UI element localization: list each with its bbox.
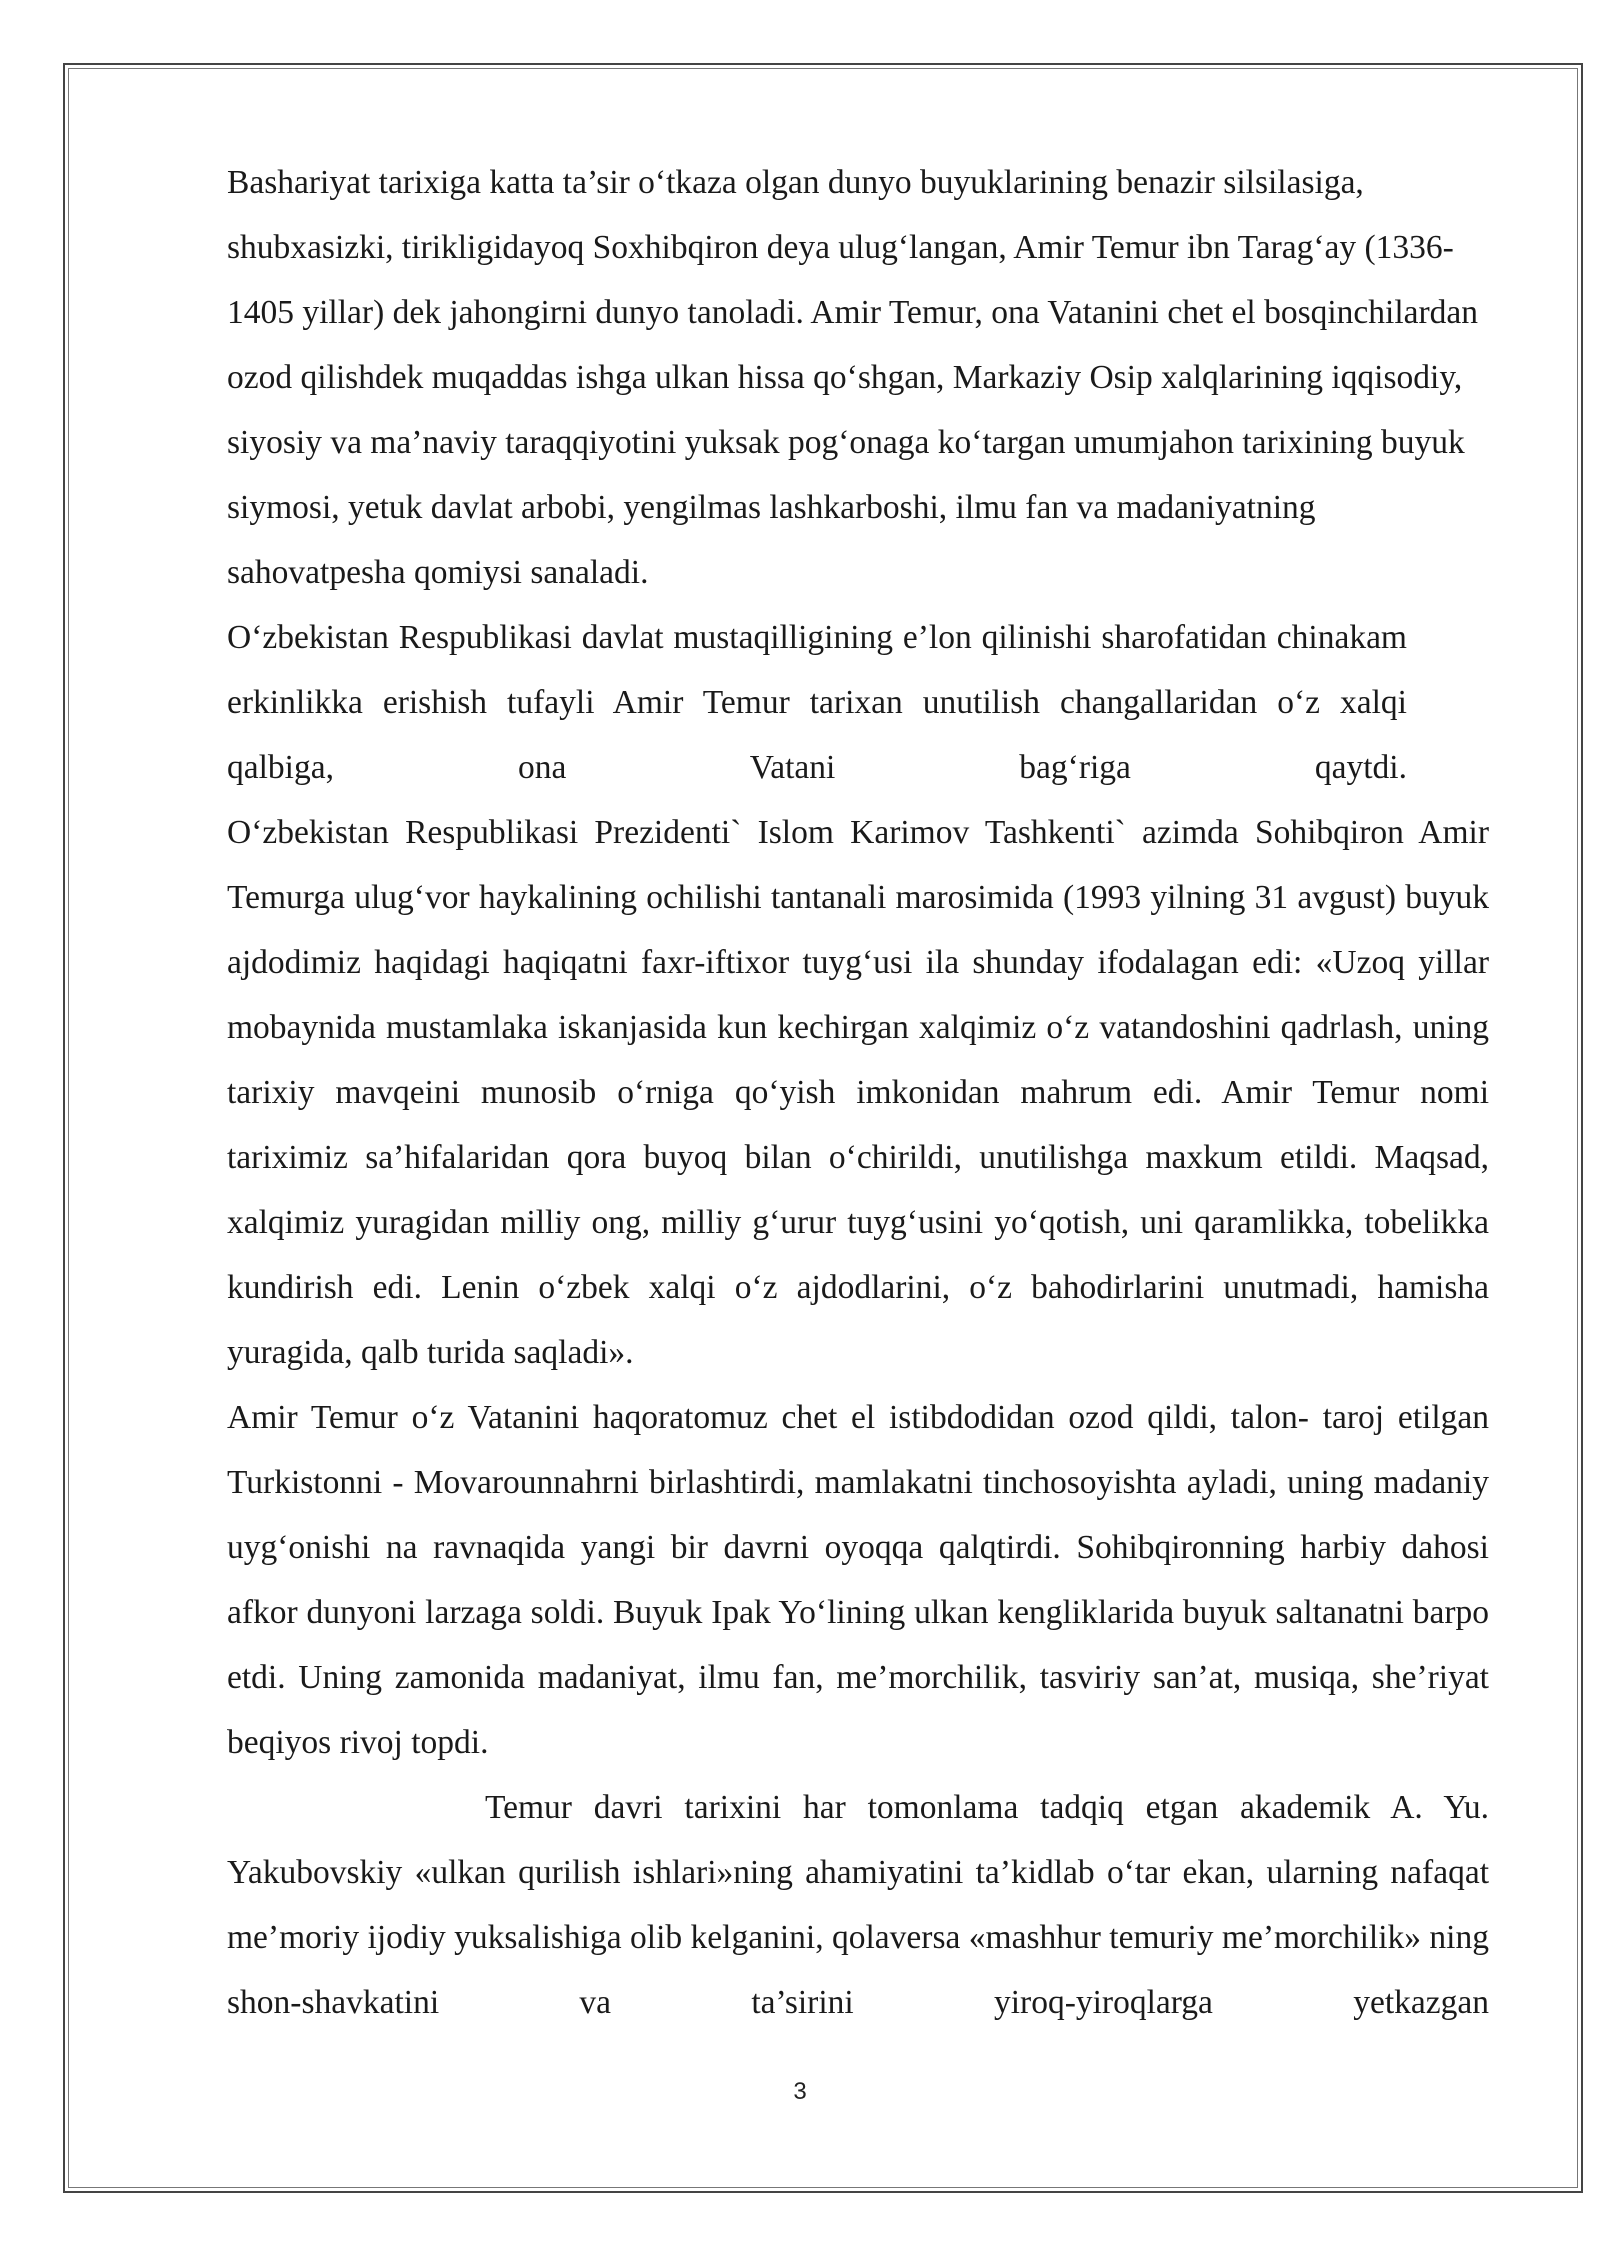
paragraph-4: Amir Temur o‘z Vatanini haqoratomuz chet el istibdodidan ozod qildi, talon- taroj etilgan Turkistonni - Movarounnahrni birlashtirdi, mamlakatni tinchosoyishta ayladi, uning madaniy uyg‘onishi na ravnaqida yangi bir davrni oyoqqa qalqtirdi. Sohibqironning harbiy dahosi afkor dunyoni larzaga soldi. Buyuk Ipak Yo‘lining ulkan kengliklarida buyuk saltanatni barpo etdi. Uning zamonida madaniyat, ilmu fan, me’morchilik, tasviriy san’at, musiqa, she’riyat beqiyos rivoj topdi. [227,1399,1489,1761]
document-body [227,150,1487,2035]
paragraph-1: Bashariyat tarixiga katta ta’sir o‘tkaza olgan dunyo buyuklarining benazir silsilasiga, shubxasizki, tirikligidayoq Soxhibqiron deya ulug‘langan, Amir Temur ibn Tarag‘ay (1336-1405 yillar) dek jahongirni dunyo tanoladi. Amir Temur, ona Vatanini chet el bosqinchilardan ozod qilishdek muqaddas ishga ulkan hissa qo‘shgan, Markaziy Osip xalqlarining iqqisodiy, siyosiy va ma’naviy taraqqiyotini yuksak pog‘onaga ko‘targan umumjahon tarixining buyuk siymosi, yetuk davlat arbobi, yengilmas lashkarboshi, ilmu fan va madaniyatning sahovatpesha qomiysi sanaladi. [227,164,1479,591]
paragraph-3: O‘zbekistan Respublikasi Prezidenti` Islom Karimov Tashkenti` azimda Sohibqiron Amir Temurga ulug‘vor haykalining ochilishi tantanali marosimida (1993 yilning 31 avgust) buyuk ajdodimiz haqidagi haqiqatni faxr-iftixor tuyg‘usi ila shunday ifodalagan edi: «Uzoq yillar mobaynida mustamlaka iskanjasida kun kechirgan xalqimiz o‘z vatandoshini qadrlash, uning tarixiy mavqeini munosib o‘rniga qo‘yish imkonidan mahrum edi. Amir Temur nomi tariximiz sa’hifalaridan qora buyoq bilan o‘chirildi, unutilishga maxkum etildi. Maqsad, xalqimiz yuragidan milliy ong, milliy g‘urur tuyg‘usini yo‘qotish, uni qaramlikka, tobelikka kundirish edi. Lenin o‘zbek xalqi o‘z ajdodlarini, o‘z bahodirlarini unutmadi, hamisha yuragida, qalb turida saqladi». [227,814,1489,1371]
paragraph-5: Temur davri tarixini har tomonlama tadqiq etgan akademik A. Yu. Yakubovskiy «ulkan qurilish ishlari»ning ahamiyatini ta’kidlab o‘tar ekan, ularning nafaqat me’moriy ijodiy yuksalishiga olib kelganini, qolaversa «mashhur temuriy me’morchilik» ning shon-shavkatini va ta’sirini yiroq-yiroqlarga yetkazgan [227,1789,1489,2021]
page-number: 3 [793,2078,807,2105]
paragraph-2: O‘zbekistan Respublikasi davlat mustaqilligining e’lon qilinishi sharofatidan chinakam erkinlikka erishish tufayli Amir Temur tarixan unutilish changallaridan o‘z xalqi qalbiga, ona Vatani bag‘riga qaytdi. [227,619,1407,786]
